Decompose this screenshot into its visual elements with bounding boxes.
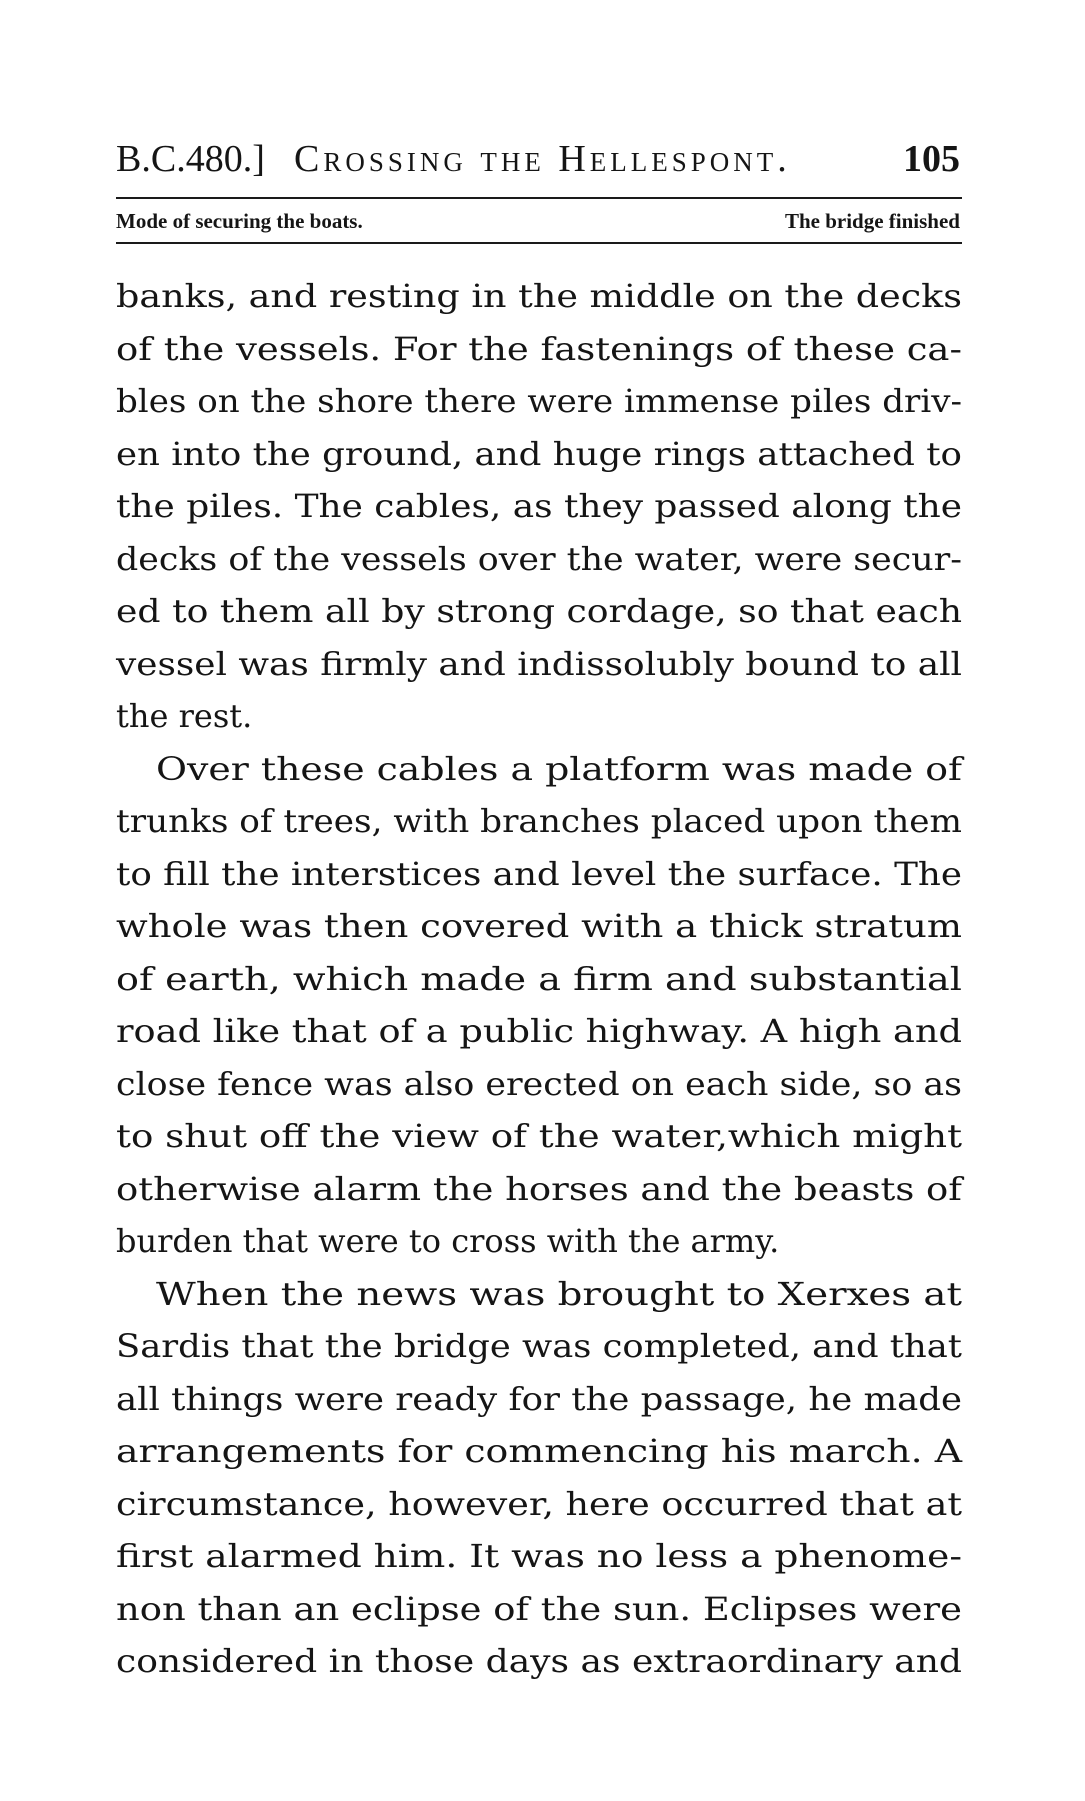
text-line-content: banks, and resting in the middle on the decks	[116, 277, 962, 315]
text-line	[116, 795, 962, 848]
text-line	[116, 585, 962, 638]
text-line	[116, 1530, 962, 1583]
text-line	[116, 323, 962, 376]
text-line	[116, 1268, 962, 1321]
text-line-content: circumstance, however, here occurred that at	[116, 1484, 963, 1523]
text-line-content: to shut off the view of the water,which might	[116, 1117, 963, 1155]
text-line	[116, 1583, 962, 1636]
head-date: B.C.480.]	[116, 138, 265, 180]
text-line	[116, 638, 962, 691]
page-number: 105	[903, 138, 960, 180]
side-heading	[116, 205, 962, 237]
text-line	[116, 1478, 962, 1531]
text-line-content: of the vessels. For the fastenings of these ca-	[116, 329, 962, 368]
text-line-content: the piles. The cables, as they passed along the	[116, 487, 963, 525]
running-head	[116, 134, 962, 184]
text-line-content: all things were ready for the passage, he made	[116, 1379, 963, 1418]
text-line	[116, 428, 962, 481]
head-title: Crossing the Hellespont.	[294, 138, 791, 180]
text-line-content: trunks of trees, with branches placed upon them	[116, 802, 962, 840]
text-line	[116, 900, 962, 953]
side-heading-right: The bridge finished	[784, 209, 960, 233]
text-line	[116, 1163, 962, 1216]
text-line-content: bles on the shore there were immense piles driv-	[116, 382, 963, 420]
text-line-content: of earth, which made a firm and substantial	[116, 959, 962, 998]
text-line-content: otherwise alarm the horses and the beasts of	[116, 1169, 962, 1208]
text-line	[116, 690, 962, 743]
text-line	[116, 1373, 962, 1426]
text-line-content: burden that were to cross with the army.	[116, 1222, 780, 1260]
text-line-content: whole was then covered with a thick stratum	[116, 907, 962, 945]
header-rule-top	[116, 197, 962, 199]
text-line	[116, 1110, 962, 1163]
text-line-content: to fill the interstices and level the surface. The	[116, 854, 963, 893]
text-line-content: ed to them all by strong cordage, so that each	[116, 592, 963, 630]
text-line	[116, 953, 962, 1006]
side-heading-left: Mode of securing the boats.	[116, 209, 363, 233]
text-line-content: road like that of a public highway. A high and	[116, 1012, 963, 1050]
text-line-content: en into the ground, and huge rings attached to	[116, 434, 962, 473]
body-text	[116, 270, 962, 1688]
text-line	[116, 1425, 962, 1478]
text-line	[116, 480, 962, 533]
text-line	[116, 848, 962, 901]
text-line	[116, 1320, 962, 1373]
text-line-content: vessel was firmly and indissolubly bound to all	[116, 644, 963, 683]
text-line	[116, 743, 962, 796]
text-line	[116, 1058, 962, 1111]
text-line-content: non than an eclipse of the sun. Eclipses were	[116, 1589, 962, 1628]
text-line-content: Sardis that the bridge was completed, and that	[116, 1327, 962, 1365]
text-line-content: arrangements for commencing his march. A	[116, 1432, 963, 1470]
text-line-content: Over these cables a platform was made of	[156, 749, 963, 788]
text-line-content: When the news was brought to Xerxes at	[156, 1274, 963, 1313]
text-line-content: close fence was also erected on each side, so as	[116, 1064, 962, 1103]
text-line	[116, 375, 962, 428]
text-line-content: first alarmed him. It was no less a phenome-	[116, 1537, 962, 1575]
text-line-content: the rest.	[116, 697, 253, 735]
header-rule-bottom	[116, 242, 962, 244]
text-line	[116, 270, 962, 323]
text-line	[116, 1215, 962, 1268]
text-line-content: considered in those days as extraordinary and	[116, 1642, 962, 1680]
text-line	[116, 1635, 962, 1688]
text-line-content: decks of the vessels over the water, were secur-	[116, 539, 962, 578]
text-line	[116, 1005, 962, 1058]
text-line	[116, 533, 962, 586]
